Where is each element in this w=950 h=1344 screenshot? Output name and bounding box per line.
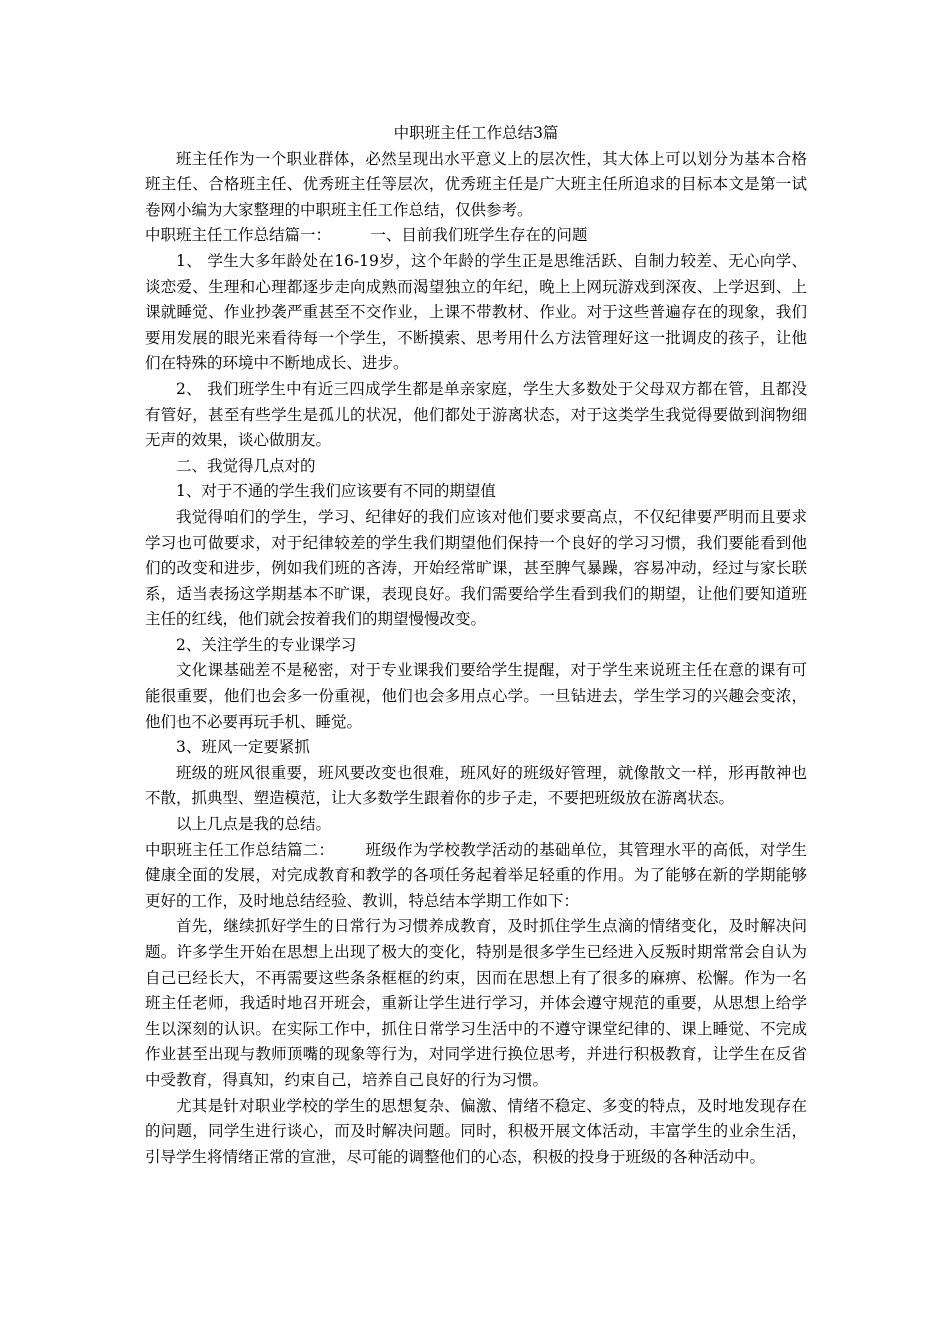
paragraph-conclusion: 以上几点是我的总结。	[176, 815, 332, 834]
section-heading-part-one: 中职班主任工作总结篇一： 一、目前我们班学生存在的问题	[145, 226, 588, 245]
paragraph-problem-2: 2、 我们班学生中有近三四成学生都是单亲家庭，学生大多数处于父母双方都在管，且都没有管好，甚至有些学生是孤儿的状况，他们都处于游离状态，对于这类学生我觉得要做到润物细无声的效果，谈心做朋友。	[145, 379, 807, 450]
subheading-point-3: 3、班风一定要紧抓	[176, 738, 310, 757]
paragraph-point-3: 班级的班风很重要，班风要改变也很难，班风好的班级好管理，就像散文一样，形再散神也不散，抓典型、塑造模范，让大多数学生跟着你的步子走，不要把班级放在游离状态。	[145, 763, 807, 808]
subheading-point-2: 2、关注学生的专业课学习	[176, 635, 357, 654]
paragraph-intro: 班主任作为一个职业群体，必然呈现出水平意义上的层次性，其大体上可以划分为基本合格班主任、合格班主任、优秀班主任等层次，优秀班主任是广大班主任所追求的目标本文是第一试卷网小编为大家整理的中职班主任工作总结，仅供参考。	[145, 149, 807, 219]
paragraph-part-two-1: 首先，继续抓好学生的日常行为习惯养成教育，及时抓住学生点滴的情绪变化，及时解决问题。许多学生开始在思想上出现了极大的变化，特别是很多学生已经进入反叛时期常常会自认为自己已经长大，不再需要这些条条框框的约束，因而在思想上有了很多的麻痹、松懈。作为一名班主任老师，我适时地召开班会，重新让学生进行学习，并体会遵守规范的重要，从思想上给学生以深刻的认识。在实际工作中，抓住日常学习生活中的不遵守课堂纪律的、课上睡觉、不完成作业甚至出现与教师顶嘴的现象等行为，对同学进行换位思考，并进行积极教育，让学生在反省中受教育，得真知，约束自己，培养自己良好的行为习惯。	[145, 917, 807, 1089]
paragraph-point-1: 我觉得咱们的学生，学习、纪律好的我们应该对他们要求要高点，不仅纪律要严明而且要求学习也可做要求，对于纪律较差的学生我们期望他们保持一个良好的学习习惯，我们要能看到他们的改变和进步，例如我们班的吝涛，开始经常旷课，甚至脾气暴躁，容易冲动，经过与家长联系，适当表扬这学期基本不旷课，表现良好。我们需要给学生看到我们的期望，让他们要知道班主任的红线，他们就会按着我们的期望慢慢改变。	[145, 507, 807, 629]
paragraph-point-2: 文化课基础差不是秘密，对于专业课我们要给学生提醒，对于学生来说班主任在意的课有可能很重要，他们也会多一份重视，他们也会多用点心学。一旦钻进去，学生学习的兴趣会变浓，他们也不必要再玩手机、睡觉。	[145, 661, 807, 731]
paragraph-part-two-2: 尤其是针对职业学校的学生的思想复杂、偏激、情绪不稳定、多变的特点，及时地发现存在的问题，同学生进行谈心，而及时解决问题。同时，积极开展文体活动，丰富学生的业余生活，引导学生将情绪正常的宣泄，尽可能的调整他们的心态，积极的投身于班级的各种活动中。	[145, 1096, 807, 1166]
paragraph-problem-1: 1、 学生大多年龄处在16-19岁，这个年龄的学生正是思维活跃、自制力较差、无心向学、谈恋爱、生理和心理都逐步走向成熟而渴望独立的年纪，晚上上网玩游戏到深夜、上学迟到、上课就睡觉、作业抄袭严重甚至不交作业，上课不带教材、作业。对于这些普遍存在的现象，我们要用发展的眼光来看待每一个学生，不断摸索、思考用什么方法管理好这一批调皮的孩子，让他们在特殊的环境中不断地成长、进步。	[145, 251, 807, 373]
document-page	[145, 121, 807, 1170]
section-heading-part-two: 中职班主任工作总结篇二： 班级作为学校教学活动的基础单位，其管理水平的高低，对学生健康全面的发展，对完成教育和教学的各项任务起着举足轻重的作用。为了能够在新的学期能够更好的工作，及时地总结经验、教训，特总结本学期工作如下：	[145, 840, 807, 910]
document-title: 中职班主任工作总结3篇	[393, 124, 559, 142]
subheading-points: 二、我觉得几点对的	[176, 456, 316, 475]
subheading-point-1: 1、对于不通的学生我们应该要有不同的期望值	[176, 482, 496, 501]
